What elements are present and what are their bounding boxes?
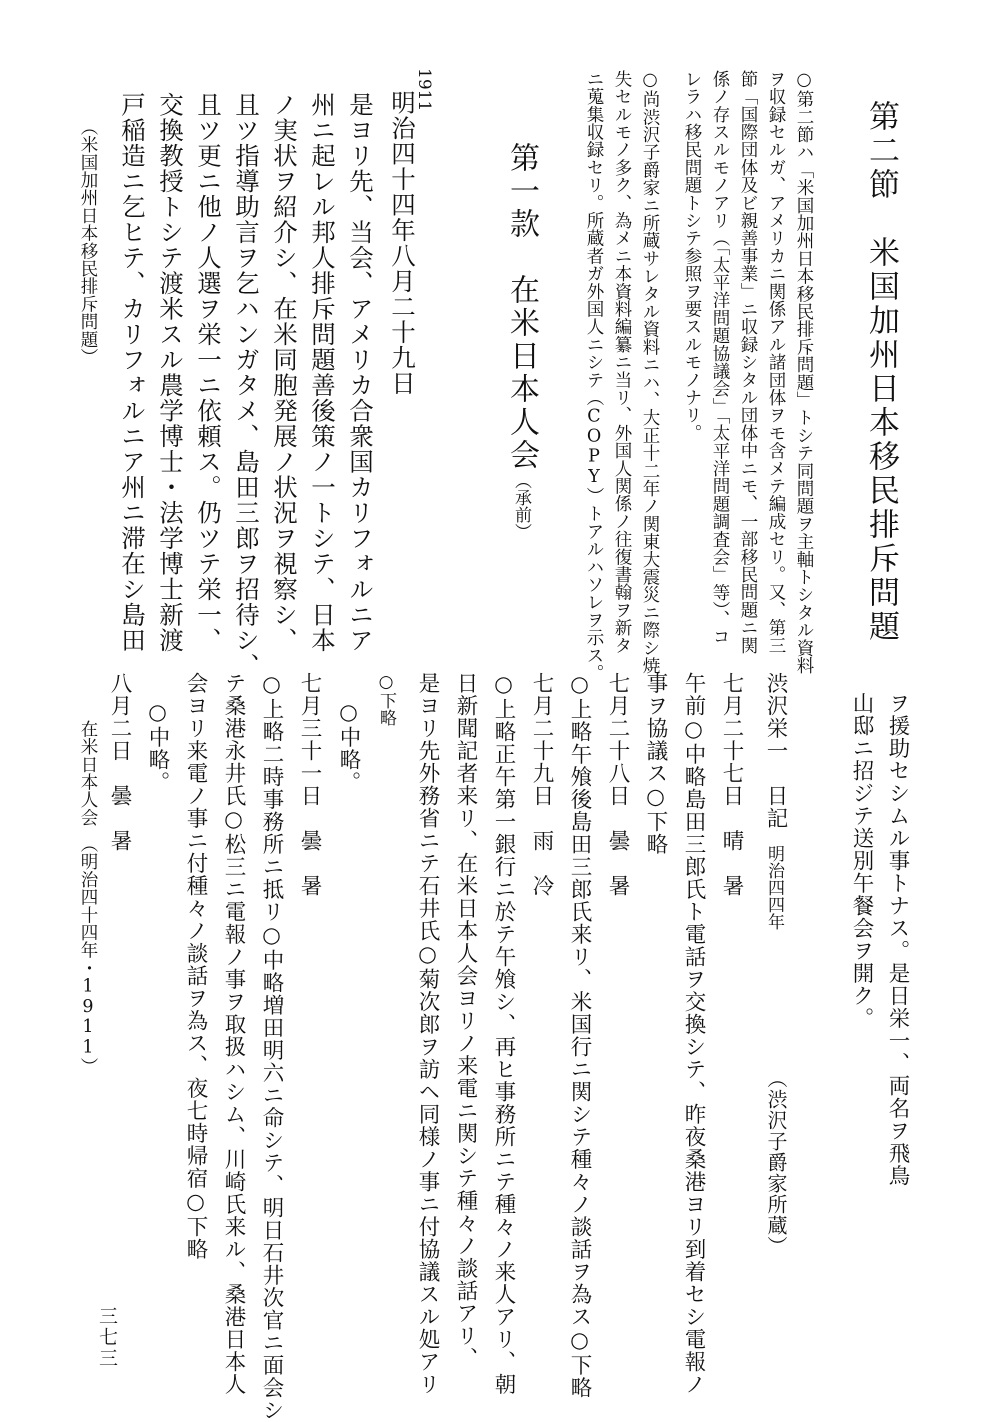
diary-line: ○下略 [376,672,396,726]
diary-title: 渋沢栄一 日記 [763,672,788,830]
continuation-line: ヲ援助セシムル事トナス。是日栄一、両名ヲ飛鳥 [885,692,910,1187]
note-line: レラハ移民問題トシテ参照ヲ要スルモノナリ。 [682,70,702,442]
diary-line: ○上略正午第一銀行ニ於テ午飧シ、再ヒ事務所ニテ種々ノ来人アリ、朝 [491,672,516,1396]
diary-line: 七月三十一日 曇 暑 [297,672,322,897]
note-line: ○第二節ハ「米国加州日本移民排斥問題」トシテ同問題ヲ主軸トシタル資料 [794,70,814,675]
note-line: 係ノ存スルモノアリ（「太平洋問題協議会」「太平洋問題調査会」等）、コ [710,70,730,646]
running-head-right-text: 在米日本人会 （明治四十四年・1911） [78,720,98,1076]
note-line: ニ蒐集収録セリ。所蔵者ガ外国人ニシテ（COPY）トアルハソレヲ示ス。 [584,70,604,682]
note-line: 節「国際団体及ビ親善事業」ニ収録シタル団体中ニモ、一部移民問題ニ関 [738,70,758,655]
subsection-title [504,142,539,540]
diary-line: ○中略。 [336,700,361,794]
body-line: 是ヨリ先、当会、アメリカ合衆国カリフォルニア [346,92,375,653]
diary-line: 会ヨリ来電ノ事ニ付種々ノ談話ヲ為ス、夜七時帰宿○下略 [183,672,208,1261]
date-heading: 明治四十四年八月二十九日 [388,90,417,396]
body-line: ノ実状ヲ紹介シ、在米同胞発展ノ状況ヲ視察シ、 [270,92,299,653]
diary-line: 午前○中略島田三郎氏ト電話ヲ交換シテ、昨夜桑港ヨリ到着セシ電報ノ [681,672,706,1396]
diary-line: テ桑港永井氏○松三ニ電報ノ事ヲ取扱ハシム、川崎氏来ル、桑港日本人 [221,672,246,1396]
body-line: 州ニ起レル邦人排斥問題善後策ノ一トシテ、日本 [308,92,337,653]
body-line: 且ツ指導助言ヲ乞ハンガタメ、島田三郎ヲ招待シ、 [232,92,261,679]
continuation-line: 山邸ニ招ジテ送別午餐会ヲ開ク。 [849,692,874,1030]
diary-line: 八月二日 曇 暑 [107,672,132,852]
diary-line: 是ヨリ先外務省ニテ石井氏○菊次郎ヲ訪ヘ同様ノ事ニ付協議スル処アリ [415,672,440,1396]
subsection-suffix: （承前） [511,472,531,540]
diary-line: 七月二十八日 曇 暑 [605,672,630,897]
subsection-title-text: 第一款 在米日本人会 [504,142,539,472]
diary-line: 七月二十九日 雨 冷 [529,672,554,897]
note-line: ヲ収録セルガ、アメリカニ関係アル諸団体ヲモ含メテ編成セリ。又、第三 [766,70,786,655]
diary-line: ○上略二時事務所ニ抵リ○中略増田明六ニ命シテ、明日石井次官ニ面会シ [259,672,284,1422]
diary-year: 明治四四年 [764,845,784,930]
page-number: 三七三 [96,1306,118,1369]
note-line: ○尚渋沢子爵家ニ所蔵サレタル資料ニハ、大正十二年ノ関東大震災ニ際シ焼 [640,70,660,675]
year-label: 1911 [414,68,434,112]
diary-line: 日新聞記者来リ、在米日本人会ヨリノ来電ニ関シテ種々ノ談話アリ、 [453,672,478,1370]
diary-line: ○上略午飧後島田三郎氏来リ、米国行ニ関シテ種々ノ談話ヲ為ス○下略 [567,672,592,1399]
body-line: 交換教授トシテ渡米スル農学博士・法学博士新渡 [156,92,185,653]
body-line: 戸稲造ニ乞ヒテ、カリフォルニア州ニ滞在シ島田 [118,92,147,653]
diary-line: ○中略。 [145,700,170,794]
note-line: 失セルモノ多ク、為メニ本資料編纂ニ当リ、外国人関係ノ往復書翰ヲ新タ [612,70,632,655]
running-head-left: （米国加州日本移民排斥問題） [78,118,98,366]
body-line: 且ツ更ニ他ノ人選ヲ栄一ニ依頼ス。仍ツテ栄一、 [194,92,223,653]
diary-line: 事ヲ協議ス○下略 [643,672,668,856]
diary-source: （渋沢子爵家所蔵） [764,1068,788,1257]
diary-line: 七月二十七日 晴 暑 [719,672,744,897]
section-title: 第二節 米国加州日本移民排斥問題 [863,100,899,644]
